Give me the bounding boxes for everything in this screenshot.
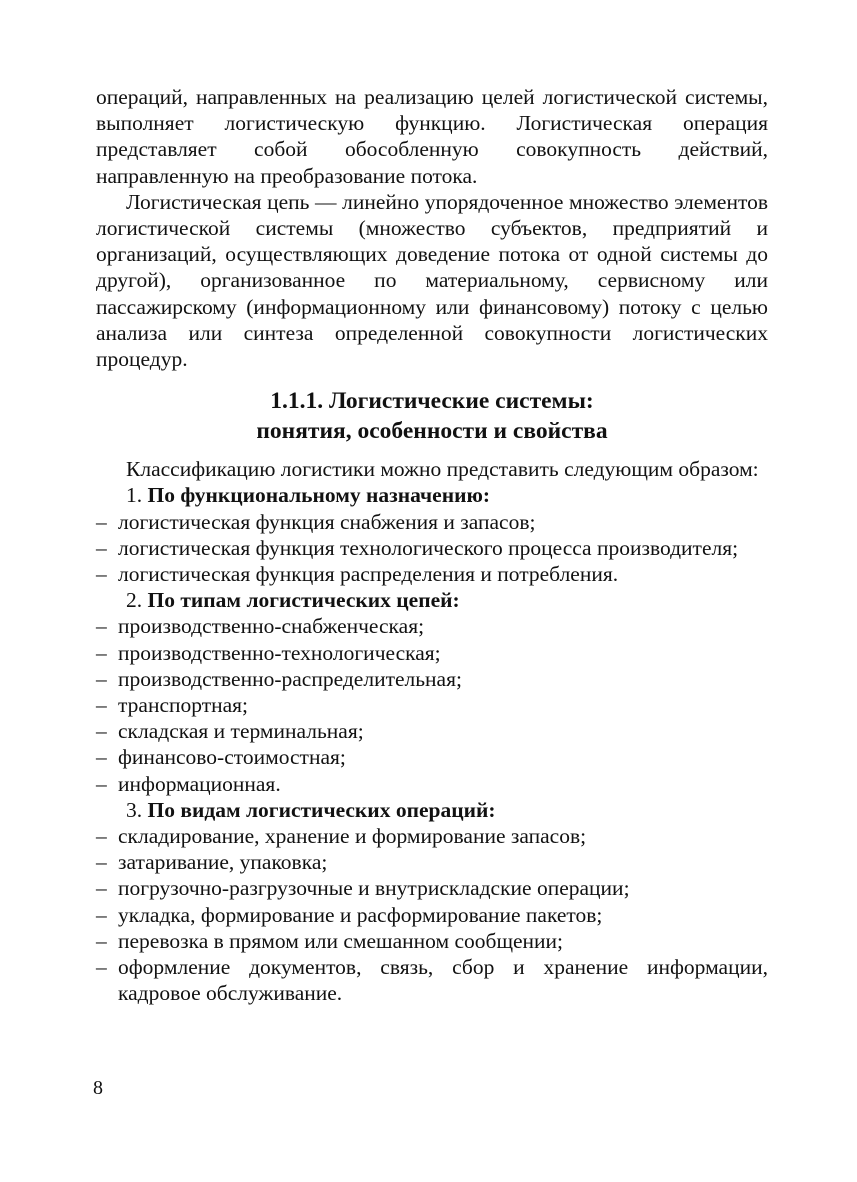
list-item-text: укладка, формирование и расформирование пакетов; [118, 902, 603, 927]
group-title-text: По типам логистических цепей: [147, 588, 460, 613]
list-item [88, 535, 768, 561]
list-item-text: логистическая функция технологического процесса производителя; [118, 535, 739, 560]
list-item [88, 875, 768, 901]
dash-marker: – [96, 902, 107, 927]
page-number: 8 [93, 1077, 103, 1099]
group-number: 3. [126, 797, 143, 822]
list-item-text: складская и терминальная; [118, 719, 364, 744]
classification-lead: Классификацию логистики можно представить следующим образом: [126, 457, 759, 482]
list-item [88, 902, 768, 928]
list-item-text: логистическая функция распределения и потребления. [118, 562, 619, 587]
dash-marker: – [96, 640, 107, 665]
list-item-text: складирование, хранение и формирование запасов; [118, 824, 587, 849]
group-title [96, 587, 768, 613]
list-item [88, 640, 768, 666]
dash-marker: – [96, 614, 107, 639]
list-item-text: оформление документов, связь, сбор и хранение информации, кадровое обслуживание. [118, 955, 768, 1006]
list-item [88, 954, 768, 1006]
dash-marker: – [96, 745, 107, 770]
dash-marker: – [96, 509, 107, 534]
list-item [88, 771, 768, 797]
list-item [88, 561, 768, 587]
list-item-text: финансово-стоимостная; [118, 745, 346, 770]
list-item-text: перевозка в прямом или смешанном сообщении; [118, 928, 564, 953]
list-item [88, 718, 768, 744]
dash-marker: – [96, 719, 107, 744]
group-number: 2. [126, 588, 143, 613]
list-item [88, 744, 768, 770]
list-item [88, 849, 768, 875]
paragraph-intro-continuation: операций, направленных на реализацию целей логистической системы, выполняет логистическую функцию. Логистическая операция представляет собой обособленную совокупность действий, направленную на преобразование потока. [96, 85, 768, 188]
dash-marker: – [96, 666, 107, 691]
group-title-text: По видам логистических операций: [147, 797, 496, 822]
group-title [96, 482, 768, 508]
page-body [96, 84, 768, 1007]
list-item-text: информационная. [118, 771, 281, 796]
section-heading [96, 386, 768, 446]
dash-marker: – [96, 535, 107, 560]
list-item-text: производственно-технологическая; [118, 640, 441, 665]
list-item [88, 666, 768, 692]
dash-marker: – [96, 562, 107, 587]
dash-marker: – [96, 824, 107, 849]
dash-marker: – [96, 928, 107, 953]
list-item [88, 509, 768, 535]
dash-marker: – [96, 876, 107, 901]
list-item [88, 823, 768, 849]
section-heading-line-1: 1.1.1. Логистические системы: [270, 388, 594, 415]
classification-list [96, 482, 768, 1006]
list-item-text: транспортная; [118, 693, 249, 718]
section-heading-line-2: понятия, особенности и свойства [256, 418, 608, 445]
dash-marker: – [96, 850, 107, 875]
paragraph-logistic-chain: Логистическая цепь — линейно упорядоченное множество элементов логистической системы (множество субъектов, предприятий и организаций, осуществляющих доведение потока от одной системы до другой), организованное по материальному, сервисному или пассажирскому (информационному или финансовому) потоку с целью анализа или синтеза определенной совокупности логистических процедур. [96, 189, 768, 372]
list-item-text: производственно-распределительная; [118, 666, 462, 691]
list-item-text: логистическая функция снабжения и запасов; [118, 509, 536, 534]
list-item [88, 692, 768, 718]
list-item-text: производственно-снабженческая; [118, 614, 425, 639]
group-title [96, 797, 768, 823]
group-number: 1. [126, 483, 143, 508]
list-item-text: погрузочно-разгрузочные и внутрискладские операции; [118, 876, 630, 901]
dash-marker: – [96, 771, 107, 796]
group-title-text: По функциональному назначению: [147, 483, 491, 508]
list-item-text: затаривание, упаковка; [118, 850, 328, 875]
list-item [88, 613, 768, 639]
list-item [88, 928, 768, 954]
dash-marker: – [96, 955, 107, 980]
dash-marker: – [96, 693, 107, 718]
